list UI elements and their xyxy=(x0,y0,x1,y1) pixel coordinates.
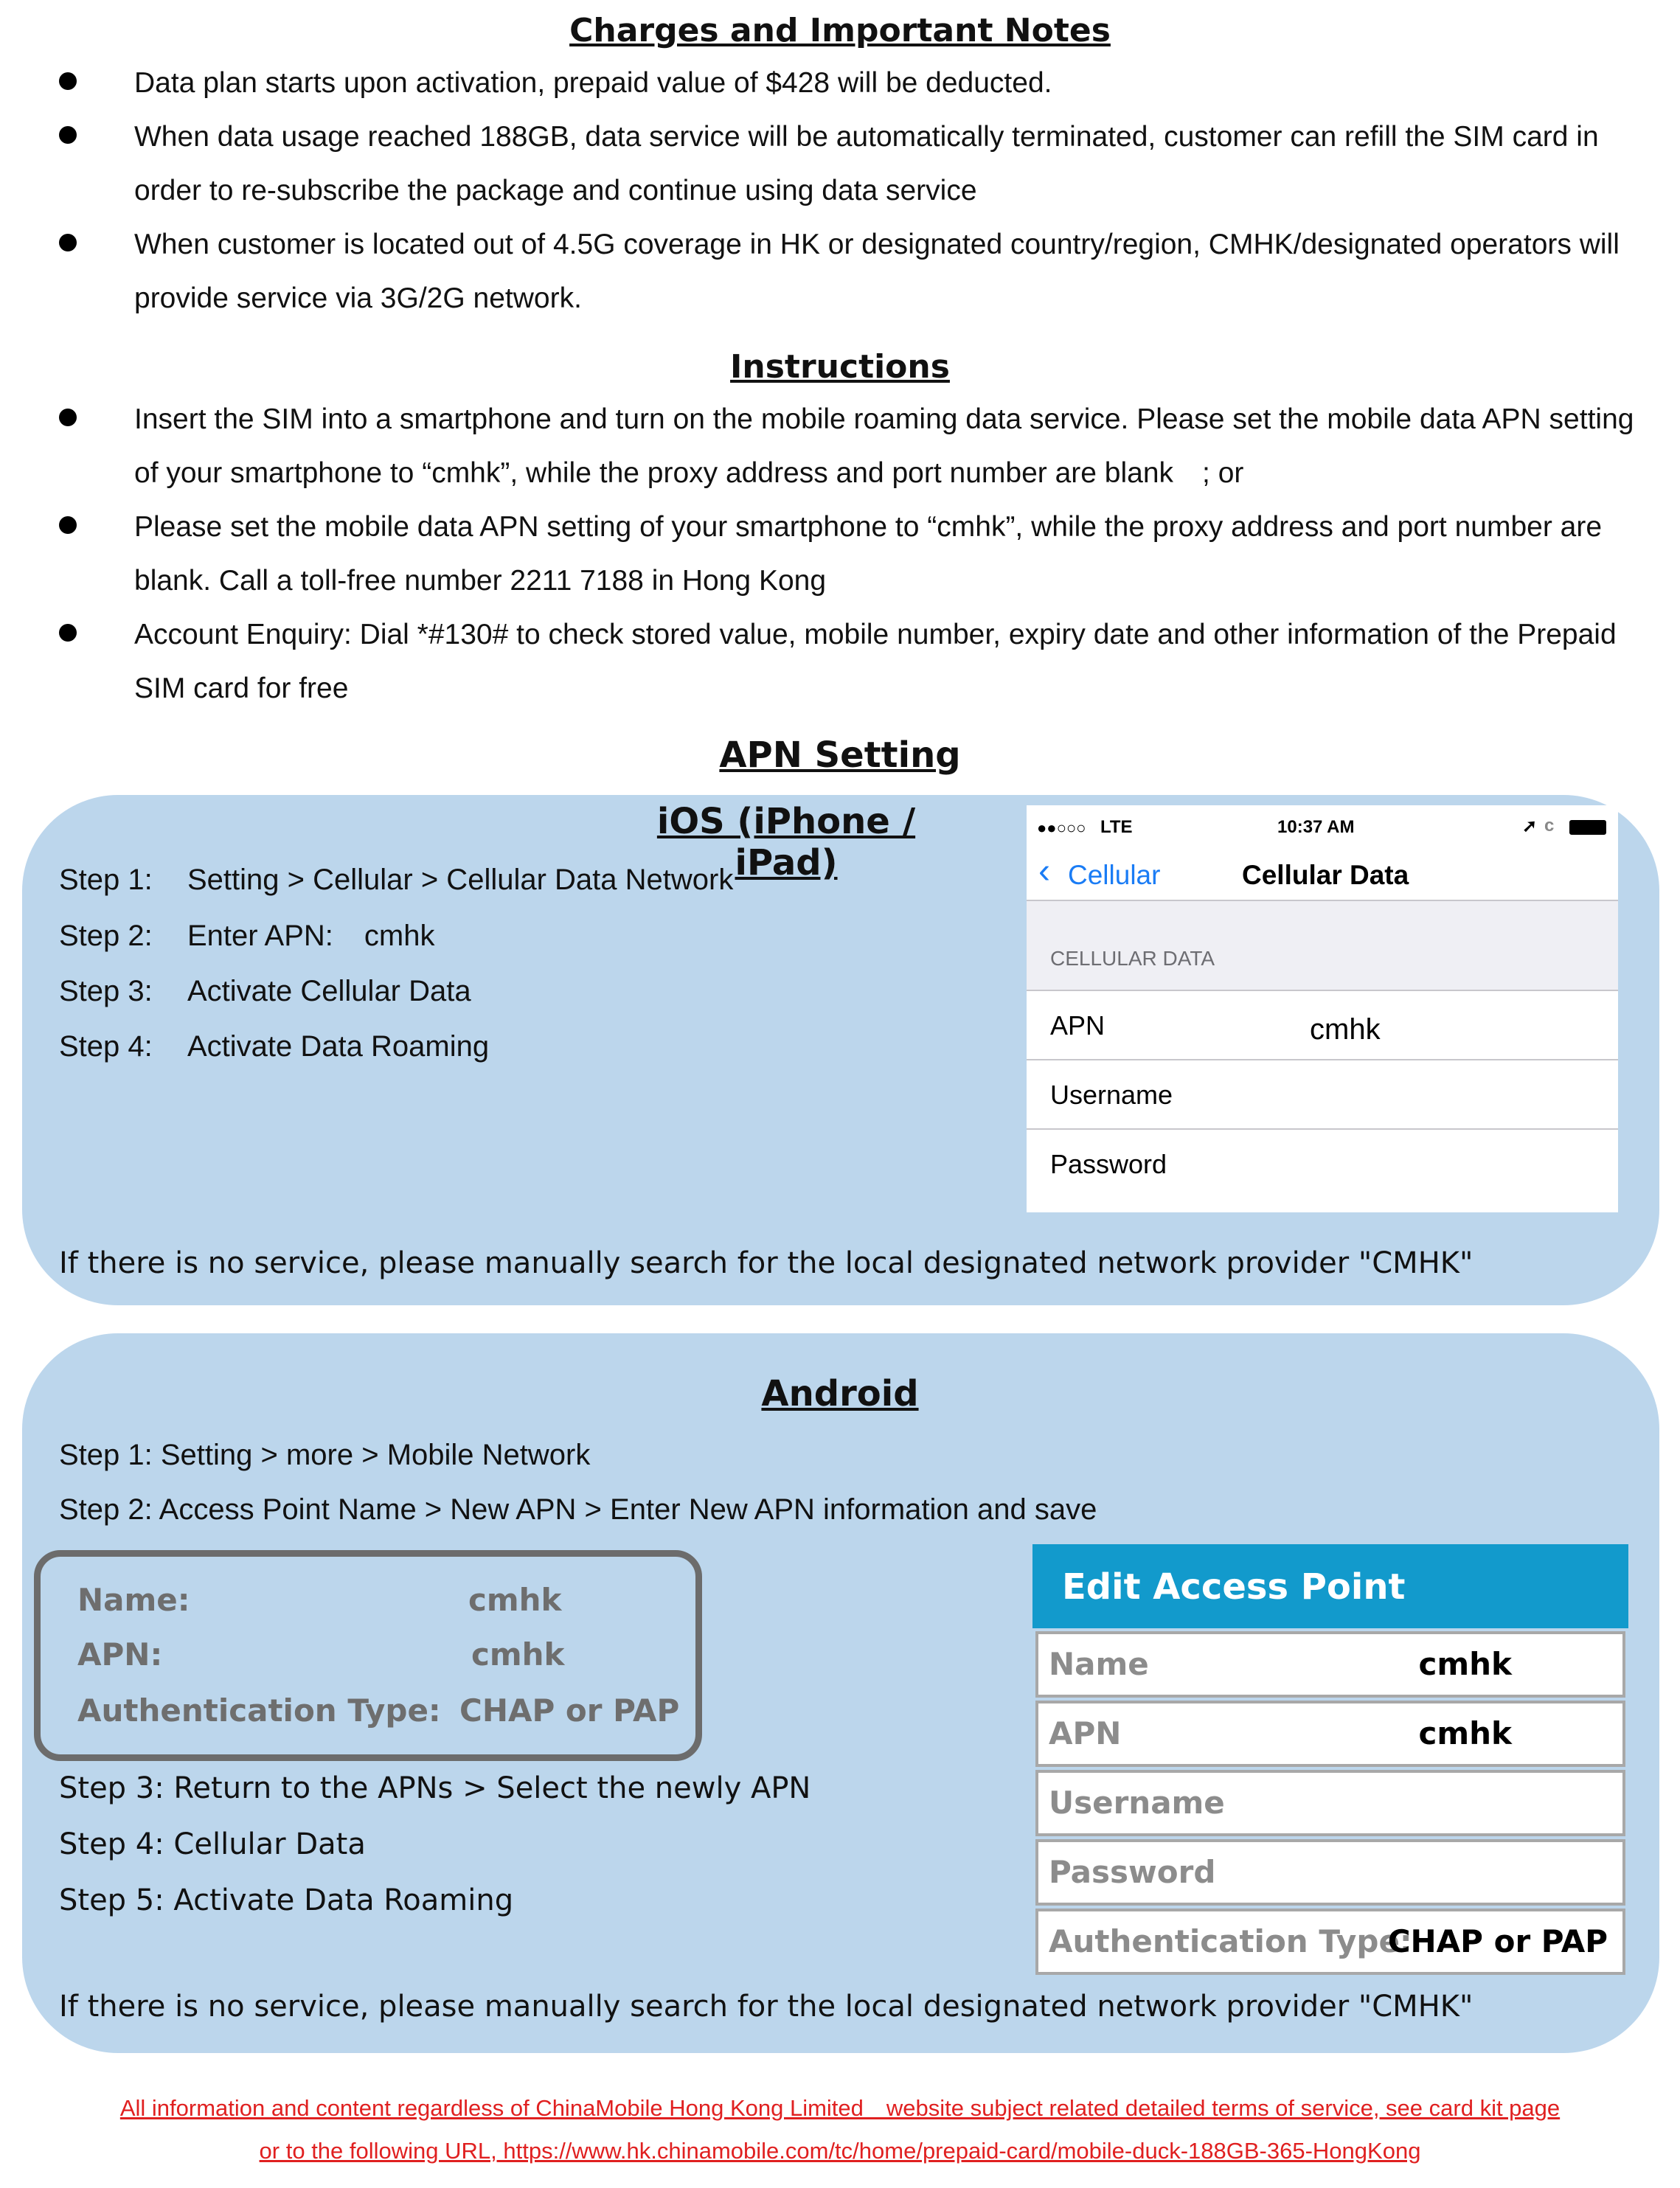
charges-list xyxy=(58,56,1636,325)
ios-username-row[interactable]: Username xyxy=(1027,1060,1618,1130)
footer-terms: All information and content regardless of ChinaMobile Hong Kong Limited website subject related detailed terms of service, see card kit page xyxy=(119,2095,1561,2121)
ios-settings-screen xyxy=(1027,805,1618,1212)
list-item: When customer is located out of 4.5G coverage in HK or designated country/region, CMHK/designated operators will provide service via 3G/2G network. xyxy=(58,218,1636,325)
status-time: 10:37 AM xyxy=(1277,817,1355,837)
edit-access-point-form xyxy=(1035,1631,1625,1978)
android-step-1: Step 1: Setting > more > Mobile Network xyxy=(59,1439,591,1471)
back-button[interactable]: Cellular xyxy=(1068,860,1161,890)
ios-service-note: If there is no service, please manually search for the local designated network provider "CMHK" xyxy=(59,1246,1474,1280)
charges-heading: Charges and Important Notes xyxy=(569,12,1111,49)
bluetooth-icon: ϲ xyxy=(1544,816,1555,836)
ios-step-1: Step 1: Setting > Cellular > Cellular Data Network xyxy=(59,864,734,896)
signal-icon: ●●○○○ xyxy=(1037,819,1086,837)
apn-field[interactable]: cmhk xyxy=(1310,1013,1381,1046)
chevron-left-icon[interactable]: ‹ xyxy=(1038,852,1050,891)
bullet-icon xyxy=(59,126,77,144)
list-item: Data plan starts upon activation, prepaid value of $428 will be deducted. xyxy=(58,56,1636,110)
location-icon: ➚ xyxy=(1522,816,1538,836)
apn-field[interactable]: APN cmhk xyxy=(1035,1701,1625,1767)
ios-step-2: Step 2: Enter APN: cmhk xyxy=(59,920,435,952)
ios-apn-row[interactable]: APN cmhk xyxy=(1027,991,1618,1060)
list-item: Please set the mobile data APN setting of your smartphone to “cmhk”, while the proxy address and port number are blank. Call a toll-free number 2211 7188 in Hong Kong xyxy=(58,500,1636,608)
name-field[interactable]: Name cmhk xyxy=(1035,1631,1625,1698)
edit-access-point-header: Edit Access Point xyxy=(1032,1544,1628,1628)
ios-password-row[interactable]: Password xyxy=(1050,1149,1167,1179)
list-item: When data usage reached 188GB, data service will be automatically terminated, customer can refill the SIM card in order to re-subscribe the package and continue using data service xyxy=(58,110,1636,218)
authentication-type-field[interactable]: Authentication Type: CHAP or PAP xyxy=(1035,1909,1625,1975)
ios-step-3: Step 3: Activate Cellular Data xyxy=(59,975,471,1007)
bullet-icon xyxy=(59,516,77,534)
ios-section-header: CELLULAR DATA xyxy=(1027,901,1618,991)
bullet-icon xyxy=(59,624,77,642)
bullet-icon xyxy=(59,72,77,90)
apn-heading: APN Setting xyxy=(719,734,961,776)
android-title: Android xyxy=(761,1373,919,1414)
bullet-icon xyxy=(59,234,77,251)
instructions-heading: Instructions xyxy=(730,348,950,386)
footer-url[interactable]: or to the following URL, https://www.hk.chinamobile.com/tc/home/prepaid-card/mobile-duck-188GB-365-HongKong xyxy=(259,2138,1421,2164)
battery-icon xyxy=(1569,820,1606,835)
carrier-label: LTE xyxy=(1100,817,1133,837)
screen-title: Cellular Data xyxy=(1242,860,1409,890)
password-field[interactable]: Password xyxy=(1035,1839,1625,1906)
android-service-note: If there is no service, please manually search for the local designated network provider "CMHK" xyxy=(59,1990,1474,2024)
list-item: Insert the SIM into a smartphone and turn on the mobile roaming data service. Please set the mobile data APN setting of your smartphone to “cmhk”, while the proxy address and port number are blank ; or xyxy=(58,392,1636,500)
ios-nav-bar xyxy=(1027,848,1618,901)
android-step-5: Step 5: Activate Data Roaming xyxy=(59,1883,514,1917)
ios-step-4: Step 4: Activate Data Roaming xyxy=(59,1030,490,1063)
bullet-icon xyxy=(59,409,77,426)
instructions-list xyxy=(58,392,1636,715)
ios-title: iOS (iPhone / iPad) xyxy=(656,801,916,883)
apn-summary-box: Name: cmhk APN: cmhk Authentication Type: CHAP or PAP xyxy=(34,1550,702,1761)
android-step-2: Step 2: Access Point Name > New APN > Enter New APN information and save xyxy=(59,1493,1097,1526)
ios-status-bar xyxy=(1027,805,1618,848)
android-step-3: Step 3: Return to the APNs > Select the newly APN xyxy=(59,1771,811,1805)
android-step-4: Step 4: Cellular Data xyxy=(59,1827,366,1861)
username-field[interactable]: Username xyxy=(1035,1770,1625,1836)
list-item: Account Enquiry: Dial *#130# to check stored value, mobile number, expiry date and other information of the Prepaid SIM card for free xyxy=(58,608,1636,715)
